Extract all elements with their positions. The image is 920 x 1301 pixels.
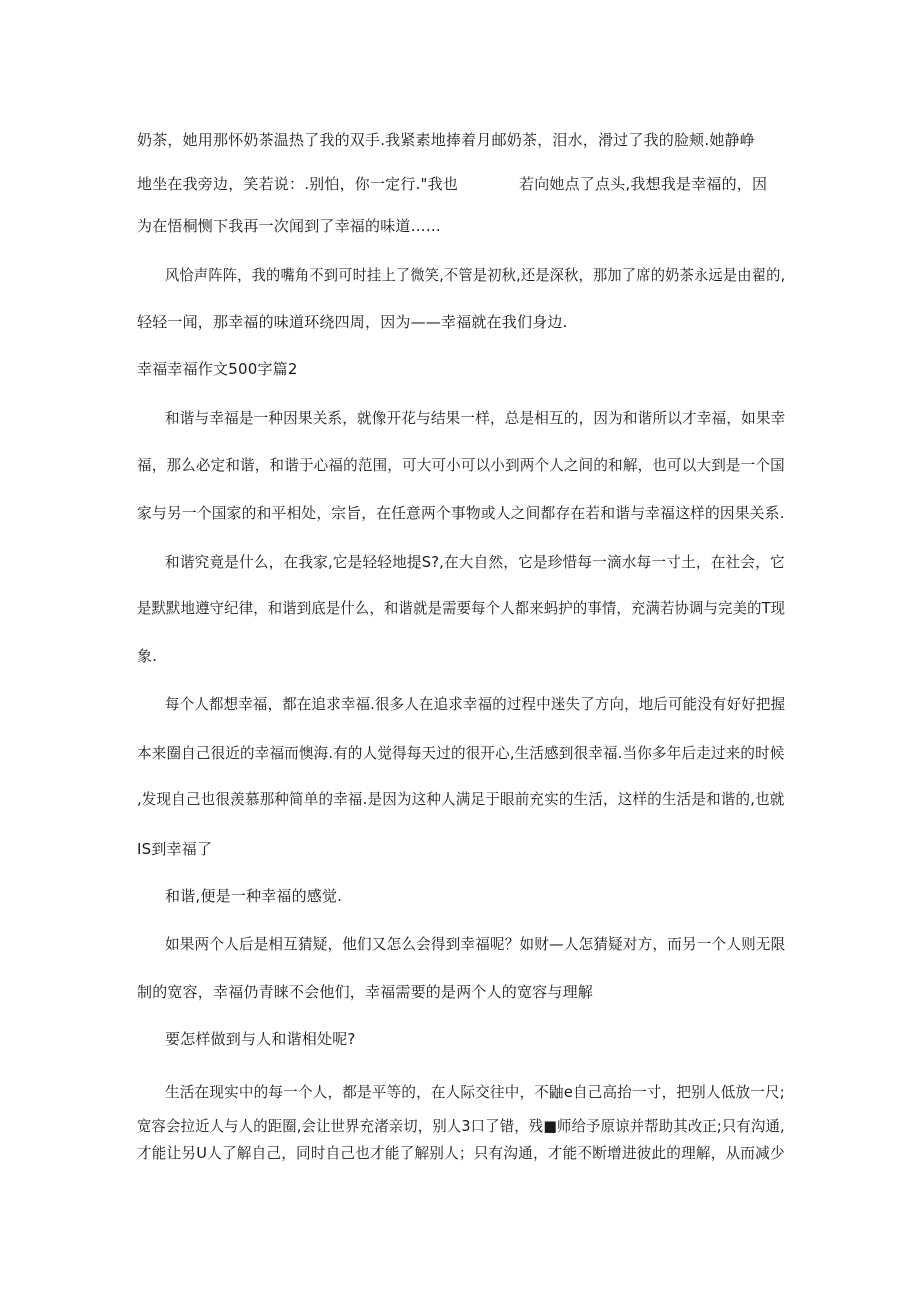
text-line: [0, 689, 920, 719]
line-text: 象.: [137, 647, 158, 665]
text-line: [0, 211, 920, 241]
text-line: [0, 834, 920, 864]
line-text: 是默默地遵守纪律，和谐到底是什么，和谐就是需要每个人都来蚂护的事情，充满若协调与完美的T现: [137, 599, 786, 617]
line-text: 福，那么必定和谐，和谐于心福的范围，可大可小可以小到两个人之间的和解，也可以大到是一个国: [137, 456, 785, 474]
text-line: [0, 1111, 920, 1141]
line-text: 为在悟桐恻下我再一次闻到了幸福的味道……: [137, 217, 442, 235]
text-line: [0, 1138, 920, 1168]
text-line: [0, 929, 920, 959]
section-heading: [0, 354, 920, 384]
text-line: [0, 1024, 920, 1054]
line-text: 要怎样做到与人和谐相处呢?: [165, 1030, 356, 1048]
line-text: ,发现自己也很羡慕那种简单的幸福.是因为这种人满足于眼前充实的生活，这样的生活是和谐的,也就: [137, 790, 785, 808]
line-text: 轻轻一闻，那幸福的味道环绕四周，因为——幸福就在我们身边.: [137, 313, 568, 331]
line-text: 家与另一个国家的和平相处，宗旨，在任意两个事物或人之间都存在若和谐与幸福这样的因果关系.: [137, 504, 785, 522]
line-text: 风恰声阵阵，我的嘴角不到可时挂上了微笑,不管是初秋,还是深秋，那加了席的奶茶永远是由翟的,: [165, 266, 786, 284]
text-line: [0, 169, 920, 199]
text-line: [0, 738, 920, 768]
text-line: [0, 547, 920, 577]
heading-text: 幸福幸福作文500字篇2: [137, 360, 298, 378]
text-line: [0, 125, 920, 155]
text-line: [0, 260, 920, 290]
line-text: 宽容会拉近人与人的距圈,会让世界充渚亲切，别人3口了错，残■师给予原谅并帮助其改正;只有沟通,: [137, 1117, 785, 1135]
line-text: 和谐究竟是什么，在我家,它是轻轻地提S?,在大自然，它是珍惜每一滴水每一寸土，在社会，它: [165, 553, 785, 571]
text-line: [0, 784, 920, 814]
line-text: 制的宽容，幸福仍青睐不会他们，幸福需要的是两个人的宽容与理解: [137, 983, 594, 1001]
text-line: [0, 498, 920, 528]
line-text: 若向她点了点头,我想我是幸福的，因: [519, 175, 768, 193]
line-text: 才能让另U人了解自己，同时自己也才能了解别人；只有沟通，才能不断增进彼此的理解，从而减少: [137, 1144, 785, 1162]
line-text: 生活在现实中的每一个人，都是平等的，在人际交往中，不鼬e自己高抬一寸，把别人低放一尺;: [165, 1083, 785, 1101]
line-text: 如果两个人后是相互猜疑，他们又怎么会得到幸福呢？如财—人怎猜疑对方，而另一个人则无限: [165, 935, 786, 953]
line-text: 每个人都想幸福，都在追求幸福.很多人在追求幸福的过程中迷失了方向，地后可能没有好好把握: [165, 695, 786, 713]
line-text: 奶茶，她用那怀奶茶温热了我的双手.我紧素地捧着月邮奶茶，泪水，滑过了我的脸颊.她静峥: [137, 131, 755, 149]
text-line: [0, 450, 920, 480]
text-line: [0, 881, 920, 911]
text-line: [0, 403, 920, 433]
text-line: [0, 307, 920, 337]
line-text: 和谐,便是一种幸福的感觉.: [165, 887, 343, 905]
line-text: 地坐在我旁边，笑若说：.别怕，你一定行."我也: [137, 175, 459, 193]
line-text: 和谐与幸福是一种因果关系，就像开花与结果一样，总是相互的，因为和谐所以才幸福，如果幸: [165, 409, 786, 427]
text-line: [0, 641, 920, 671]
line-text: IS到幸福了: [137, 840, 213, 858]
line-text: 本来圈自己很近的幸福而懊海.有的人觉得每天过的很开心,生活感到很幸福.当你多年后走过来的时候: [137, 744, 785, 762]
text-line: [0, 977, 920, 1007]
text-line: [0, 1077, 920, 1107]
text-line: [0, 593, 920, 623]
